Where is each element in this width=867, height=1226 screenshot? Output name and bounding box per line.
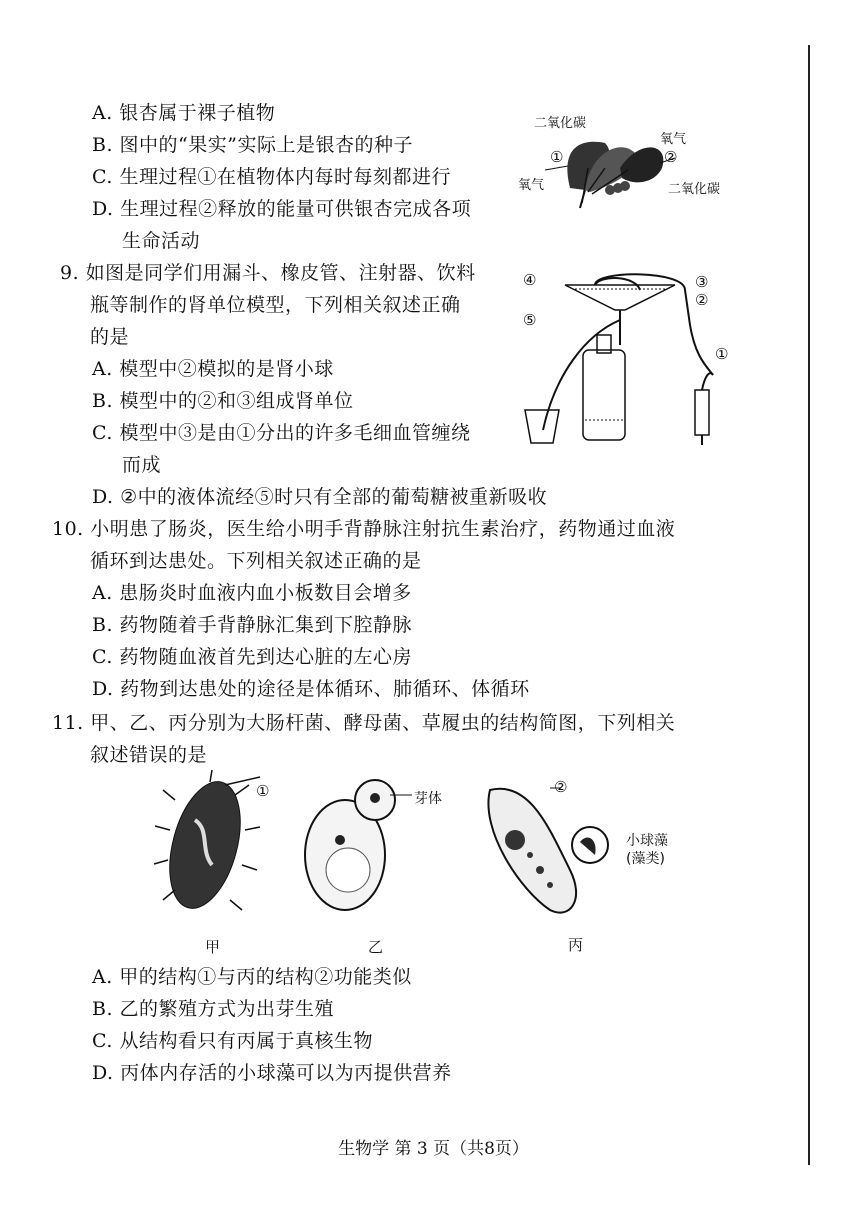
- text-line: 11. 甲、乙、丙分别为大肠杆菌、酵母菌、草履虫的结构简图，下列相关: [52, 712, 676, 734]
- paramecium-drawing: [488, 788, 608, 913]
- text-line: D. 丙体内存活的小球藻可以为丙提供营养: [92, 1062, 452, 1084]
- e-coli-drawing: [154, 770, 260, 916]
- text-line: 生命活动: [122, 230, 201, 252]
- text-line: A. 模型中②模拟的是肾小球: [92, 358, 334, 380]
- text-line: 而成: [122, 454, 162, 476]
- co2-top-label: 二氧化碳: [534, 116, 587, 131]
- part-1-mark: ①: [715, 345, 729, 363]
- paramecium-structure-2-mark: ②: [554, 778, 568, 796]
- nephron-model-figure: [515, 265, 745, 450]
- text-line: D. 生理过程②释放的能量可供银杏完成各项: [92, 198, 472, 220]
- text-line: 9. 如图是同学们用漏斗、橡皮管、注射器、饮料: [60, 262, 476, 284]
- process-1-mark: ①: [550, 148, 564, 166]
- text-line: B. 药物随着手背静脉汇集到下腔静脉: [92, 614, 413, 636]
- page-footer: 生物学 第 3 页（共8页）: [338, 1139, 529, 1159]
- text-line: C. 药物随血液首先到达心脏的左心房: [92, 646, 412, 668]
- ecoli-structure-1-mark: ①: [256, 782, 270, 800]
- text-line: B. 乙的繁殖方式为出芽生殖: [92, 998, 335, 1020]
- algae-label: (藻类): [626, 851, 665, 867]
- page-edge-line: [808, 45, 810, 1165]
- co2-right-label: 二氧化碳: [668, 182, 721, 197]
- yeast-drawing: [305, 780, 412, 910]
- text-line: 叙述错误的是: [90, 744, 208, 766]
- bud-label: 芽体: [414, 791, 442, 807]
- text-line: 10. 小明患了肠炎，医生给小明手背静脉注射抗生素治疗，药物通过血液: [52, 518, 676, 540]
- text-line: 瓶等制作的肾单位模型，下列相关叙述正确: [90, 294, 461, 316]
- cell-structure-figure: [150, 770, 690, 960]
- o2-left-label: 氧气: [518, 178, 545, 193]
- text-line: C. 从结构看只有丙属于真核生物: [92, 1030, 373, 1052]
- text-line: 的是: [90, 326, 130, 348]
- text-line: A. 甲的结构①与丙的结构②功能类似: [92, 966, 412, 988]
- text-line: C. 模型中③是由①分出的许多毛细血管缠绕: [92, 422, 471, 444]
- text-line: B. 模型中的②和③组成肾单位: [92, 390, 354, 412]
- nephron-model-drawing: [515, 265, 745, 450]
- part-5-mark: ⑤: [523, 311, 537, 329]
- chlorella-label: 小球藻: [626, 833, 668, 849]
- caption-yi: 乙: [368, 938, 384, 956]
- part-2-mark: ②: [695, 291, 709, 309]
- caption-bing: 丙: [568, 936, 584, 954]
- text-line: A. 患肠炎时血液内血小板数目会增多: [92, 582, 412, 604]
- text-line: C. 生理过程①在植物体内每时每刻都进行: [92, 166, 451, 188]
- ginkgo-figure: [510, 108, 750, 218]
- text-line: B. 图中的“果实”实际上是银杏的种子: [92, 134, 413, 156]
- o2-right-label: 氧气: [660, 132, 687, 147]
- text-line: D. 药物到达患处的途径是体循环、肺循环、体循环: [92, 678, 530, 700]
- part-4-mark: ④: [523, 271, 537, 289]
- part-3-mark: ③: [695, 273, 709, 291]
- caption-jia: 甲: [205, 938, 221, 956]
- text-line: D. ②中的液体流经⑤时只有全部的葡萄糖被重新吸收: [92, 486, 548, 508]
- text-line: 循环到达患处。下列相关叙述正确的是: [90, 550, 422, 572]
- text-line: A. 银杏属于裸子植物: [92, 102, 276, 124]
- process-2-mark: ②: [664, 148, 678, 166]
